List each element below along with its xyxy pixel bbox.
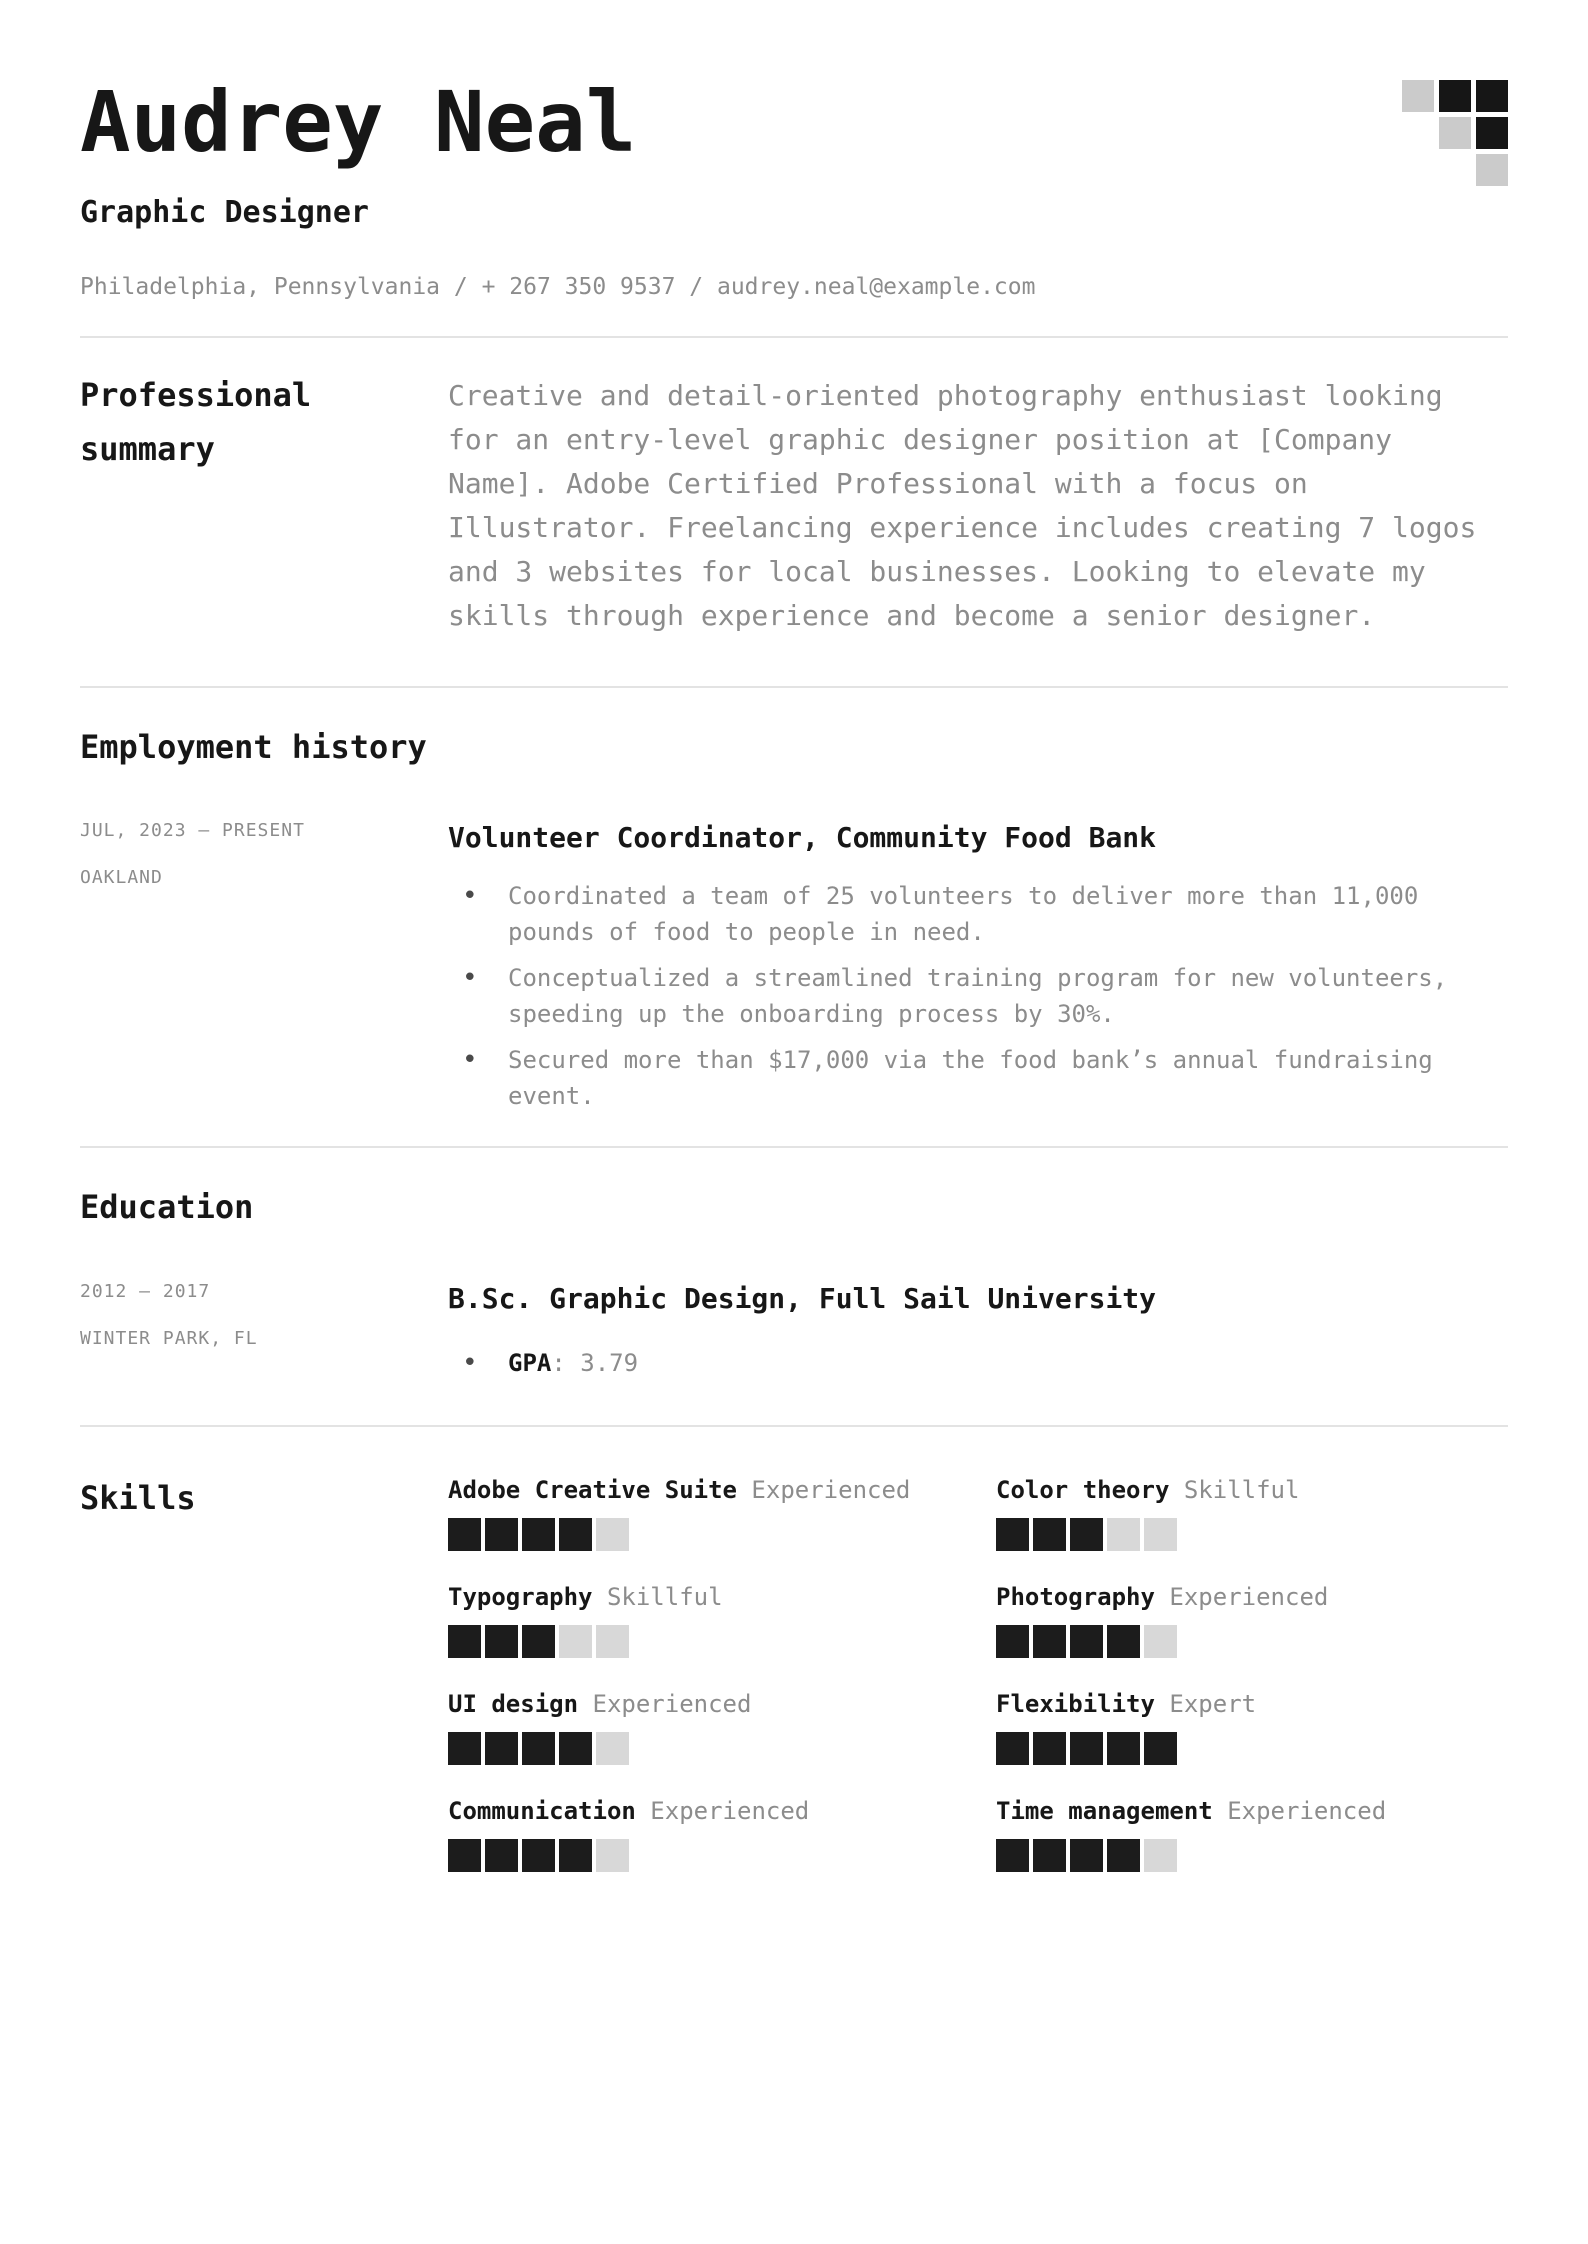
rating-block-filled bbox=[448, 1518, 481, 1551]
skill-name: UI design bbox=[448, 1690, 579, 1719]
skill-rating-bar bbox=[448, 1625, 996, 1658]
logo-cell-empty bbox=[1439, 154, 1471, 186]
section-professional-summary bbox=[80, 338, 1508, 686]
employment-bullet: • Conceptualized a streamlined training program for new volunteers, speeding up the onboarding process by 30%. bbox=[448, 960, 1508, 1032]
skill-label bbox=[996, 1689, 1544, 1719]
logo-cell-black bbox=[1476, 117, 1508, 149]
rating-block-filled bbox=[522, 1518, 555, 1551]
skill-label bbox=[448, 1582, 996, 1612]
rating-block-filled bbox=[996, 1732, 1029, 1765]
skill-item bbox=[448, 1689, 996, 1765]
skill-label bbox=[448, 1796, 996, 1826]
education-heading: Education bbox=[80, 1188, 254, 1227]
rating-block-filled bbox=[522, 1839, 555, 1872]
person-name: Audrey Neal bbox=[80, 73, 637, 171]
logo-cell-gray bbox=[1439, 117, 1471, 149]
rating-block-empty bbox=[596, 1839, 629, 1872]
skill-rating-bar bbox=[996, 1732, 1544, 1765]
rating-block-filled bbox=[1033, 1518, 1066, 1551]
skill-item bbox=[448, 1796, 996, 1872]
rating-block-filled bbox=[1033, 1625, 1066, 1658]
skill-level: Skillful bbox=[592, 1583, 723, 1612]
skill-level: Skillful bbox=[1169, 1476, 1300, 1505]
employment-location: OAKLAND bbox=[80, 866, 163, 888]
rating-block-empty bbox=[596, 1625, 629, 1658]
rating-block-empty bbox=[1144, 1518, 1177, 1551]
skill-rating-bar bbox=[448, 1839, 996, 1872]
rating-block-filled bbox=[1070, 1732, 1103, 1765]
education-location: WINTER PARK, FL bbox=[80, 1327, 258, 1349]
skill-name: Color theory bbox=[996, 1476, 1170, 1505]
rating-block-filled bbox=[1033, 1839, 1066, 1872]
contact-line: Philadelphia, Pennsylvania / + 267 350 9537 / audrey.neal@example.com bbox=[80, 273, 1036, 300]
rating-block-filled bbox=[485, 1625, 518, 1658]
skill-item bbox=[996, 1689, 1544, 1765]
rating-block-filled bbox=[1070, 1839, 1103, 1872]
rating-block-empty bbox=[596, 1732, 629, 1765]
logo-cell-black bbox=[1439, 80, 1471, 112]
rating-block-filled bbox=[996, 1625, 1029, 1658]
skill-level: Experienced bbox=[635, 1797, 810, 1826]
rating-block-filled bbox=[996, 1518, 1029, 1551]
skill-name: Communication bbox=[448, 1797, 636, 1826]
section-employment-history bbox=[80, 688, 1508, 1147]
skills-heading: Skills bbox=[80, 1479, 196, 1518]
skill-rating-bar bbox=[448, 1732, 996, 1765]
skill-rating-bar bbox=[996, 1625, 1544, 1658]
gpa-value: : 3.79 bbox=[551, 1349, 639, 1378]
skill-label bbox=[448, 1475, 996, 1505]
skill-level: Experienced bbox=[736, 1476, 911, 1505]
rating-block-empty bbox=[1144, 1839, 1177, 1872]
rating-block-filled bbox=[1070, 1518, 1103, 1551]
rating-block-filled bbox=[1107, 1839, 1140, 1872]
skill-label bbox=[996, 1475, 1544, 1505]
logo-cell-empty bbox=[1402, 117, 1434, 149]
logo-cell-empty bbox=[1402, 154, 1434, 186]
rating-block-filled bbox=[485, 1839, 518, 1872]
pixel-grid-logo bbox=[1402, 80, 1508, 186]
employment-title: Volunteer Coordinator, Community Food Bank bbox=[448, 820, 1157, 854]
section-education bbox=[80, 1148, 1508, 1425]
employment-heading: Employment history bbox=[80, 727, 427, 766]
rating-block-filled bbox=[522, 1625, 555, 1658]
rating-block-filled bbox=[559, 1732, 592, 1765]
education-gpa bbox=[448, 1345, 1508, 1381]
skill-item bbox=[996, 1475, 1544, 1551]
skill-label bbox=[448, 1689, 996, 1719]
skill-label bbox=[996, 1582, 1544, 1612]
rating-block-filled bbox=[485, 1732, 518, 1765]
employment-bullet: • Secured more than $17,000 via the food bank’s annual fundraising event. bbox=[448, 1042, 1508, 1114]
skill-label bbox=[996, 1796, 1544, 1826]
rating-block-filled bbox=[1070, 1625, 1103, 1658]
logo-cell-black bbox=[1476, 80, 1508, 112]
skill-item bbox=[996, 1796, 1544, 1872]
rating-block-empty bbox=[559, 1625, 592, 1658]
rating-block-empty bbox=[1107, 1518, 1140, 1551]
rating-block-filled bbox=[1144, 1732, 1177, 1765]
rating-block-filled bbox=[1107, 1625, 1140, 1658]
person-job-title: Graphic Designer bbox=[80, 194, 369, 230]
summary-heading: Professional summary bbox=[80, 375, 312, 468]
rating-block-filled bbox=[485, 1518, 518, 1551]
employment-bullet: • Coordinated a team of 25 volunteers to deliver more than 11,000 pounds of food to people in need. bbox=[448, 878, 1508, 950]
rating-block-filled bbox=[448, 1839, 481, 1872]
rating-block-filled bbox=[559, 1839, 592, 1872]
rating-block-empty bbox=[1144, 1625, 1177, 1658]
rating-block-filled bbox=[559, 1518, 592, 1551]
rating-block-filled bbox=[1033, 1732, 1066, 1765]
rating-block-filled bbox=[522, 1732, 555, 1765]
rating-block-filled bbox=[448, 1732, 481, 1765]
education-title: B.Sc. Graphic Design, Full Sail University bbox=[448, 1281, 1157, 1315]
skill-level: Experienced bbox=[578, 1690, 752, 1719]
rating-block-filled bbox=[448, 1625, 481, 1658]
skill-name: Photography bbox=[996, 1583, 1155, 1612]
skill-name: Typography bbox=[448, 1583, 593, 1612]
skill-level: Experienced bbox=[1154, 1583, 1329, 1612]
skill-name: Time management bbox=[996, 1797, 1213, 1826]
section-skills bbox=[80, 1427, 1508, 1903]
gpa-label: GPA bbox=[508, 1349, 552, 1378]
skills-grid bbox=[448, 1471, 1508, 1903]
rating-block-filled bbox=[996, 1839, 1029, 1872]
skill-level: Experienced bbox=[1212, 1797, 1387, 1826]
skill-rating-bar bbox=[448, 1518, 996, 1551]
employment-dates: JUL, 2023 – PRESENT bbox=[80, 819, 305, 841]
skill-name: Adobe Creative Suite bbox=[448, 1476, 737, 1505]
summary-text: Creative and detail-oriented photography enthusiast looking for an entry-level graphic designer position at [Company Name]. Adobe Certified Professional with a focus on Illustrator. Freelancing experience includes creating 7 logos and 3 websites for local businesses. Looking to elevate my skills through experience and become a senior designer. bbox=[448, 378, 1477, 632]
skill-level: Expert bbox=[1154, 1690, 1257, 1719]
rating-block-filled bbox=[1107, 1732, 1140, 1765]
employment-bullet-list bbox=[448, 878, 1508, 1114]
skill-item bbox=[996, 1582, 1544, 1658]
skill-item bbox=[448, 1475, 996, 1551]
logo-cell-gray bbox=[1476, 154, 1508, 186]
employment-entry bbox=[80, 820, 1508, 1114]
education-entry bbox=[80, 1281, 1508, 1381]
logo-cell-gray bbox=[1402, 80, 1434, 112]
skill-item bbox=[448, 1582, 996, 1658]
rating-block-empty bbox=[596, 1518, 629, 1551]
skill-name: Flexibility bbox=[996, 1690, 1155, 1719]
skill-rating-bar bbox=[996, 1839, 1544, 1872]
education-dates: 2012 – 2017 bbox=[80, 1280, 211, 1302]
skill-rating-bar bbox=[996, 1518, 1544, 1551]
